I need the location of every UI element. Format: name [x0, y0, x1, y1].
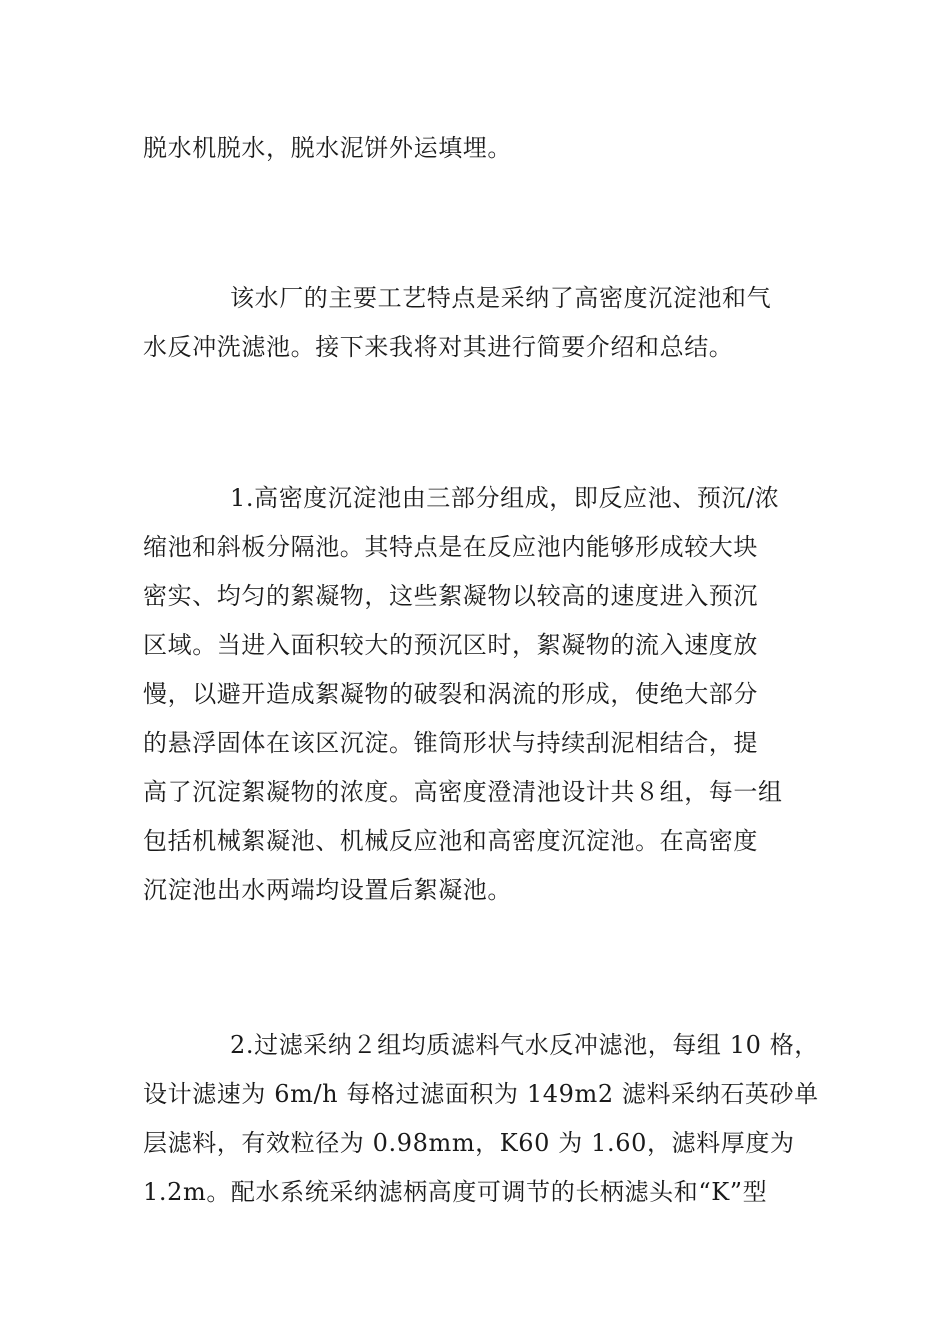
paragraph-line: 慢，以避开造成絮凝物的破裂和涡流的形成，使绝大部分 — [143, 680, 758, 708]
paragraph-line: 2.过滤采纳２组均质滤料气水反冲滤池，每组 10 格， — [230, 1031, 819, 1059]
paragraph-line: 1.2m。配水系统采纳滤柄高度可调节的长柄滤头和“K”型 — [143, 1178, 768, 1206]
paragraph-line: 缩池和斜板分隔池。其特点是在反应池内能够形成较大块 — [143, 533, 758, 561]
paragraph-line: 包括机械絮凝池、机械反应池和高密度沉淀池。在高密度 — [143, 827, 758, 855]
paragraph-line: 层滤料，有效粒径为 0.98mm，K60 为 1.60，滤料厚度为 — [143, 1129, 795, 1157]
paragraph-line: 密实、均匀的絮凝物，这些絮凝物以较高的速度进入预沉 — [143, 582, 758, 610]
paragraph-line: 设计滤速为 6m/h 每格过滤面积为 149m2 滤料采纳石英砂单 — [143, 1080, 819, 1108]
paragraph-line: 高了沉淀絮凝物的浓度。高密度澄清池设计共８组，每一组 — [143, 778, 783, 806]
paragraph-line: 水反冲洗滤池。接下来我将对其进行简要介绍和总结。 — [143, 333, 734, 361]
paragraph-line: 的悬浮固体在该区沉淀。锥筒形状与持续刮泥相结合，提 — [143, 729, 758, 757]
paragraph-line: 沉淀池出水两端均设置后絮凝池。 — [143, 876, 512, 904]
paragraph-line: 脱水机脱水，脱水泥饼外运填埋。 — [143, 134, 512, 162]
paragraph-line: 1.高密度沉淀池由三部分组成，即反应池、预沉/浓 — [230, 484, 780, 512]
paragraph-line: 区域。当进入面积较大的预沉区时，絮凝物的流入速度放 — [143, 631, 758, 659]
paragraph-line: 该水厂的主要工艺特点是采纳了高密度沉淀池和气 — [230, 284, 772, 312]
